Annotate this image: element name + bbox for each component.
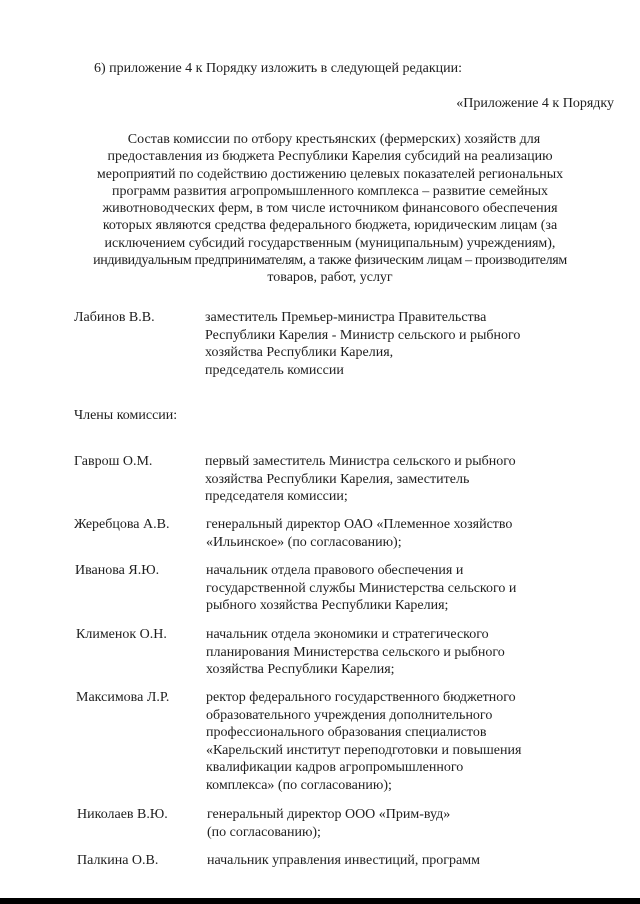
scan-edge <box>0 898 640 904</box>
member-position: заместитель Премьер-министра Правительства Республики Карелия - Министр сельского и рыбного хозяйства Республики Карелия, председатель комиссии <box>205 310 521 378</box>
member-name: Лабинов В.В. <box>74 310 155 325</box>
member-position: генеральный директор ОАО «Племенное хозяйство «Ильинское» (по согласованию); <box>206 517 513 550</box>
member-name: Палкина О.В. <box>77 853 159 868</box>
title-line: которых являются средства федерального бюджета, юридическим лицам (за <box>102 218 558 234</box>
document-title <box>60 131 600 287</box>
member-position: начальник отдела экономики и стратегического планирования Министерства сельского и рыбного хозяйства Республики Карелия; <box>206 627 505 677</box>
member-name: Клименок О.Н. <box>76 627 167 642</box>
member-name: Иванова Я.Ю. <box>75 563 160 578</box>
member-name: Гаврош О.М. <box>74 454 153 469</box>
member-position: начальник отдела правового обеспечения и государственной службы Министерства сельского и рыбного хозяйства Республики Карелия; <box>206 563 517 613</box>
title-line: мероприятий по содействию достижению целевых показателей региональных <box>96 166 564 182</box>
member-position: первый заместитель Министра сельского и рыбного хозяйства Республики Карелия, заместитель председателя комиссии; <box>205 454 516 504</box>
member-name: Николаев В.Ю. <box>77 807 168 822</box>
member-position: начальник управления инвестиций, программ <box>207 853 480 868</box>
title-line: исключением субсидий государственным (муниципальным) учреждениям), <box>104 235 556 251</box>
title-line: животноводческих ферм, в том числе источником финансового обеспечения <box>102 201 558 217</box>
title-line: индивидуальным предпринимателям, а также физическим лицам – производителям <box>93 253 567 269</box>
title-line: Состав комиссии по отбору крестьянских (фермерских) хозяйств для <box>127 132 541 147</box>
title-line: программ развития агропромышленного комплекса – развитие семейных <box>111 183 549 199</box>
member-name: Максимова Л.Р. <box>76 690 170 705</box>
member-name: Жеребцова А.В. <box>74 517 170 532</box>
members-label: Члены комиссии: <box>74 408 178 423</box>
member-position: генеральный директор ООО «Прим-вуд» (по согласованию); <box>207 807 451 840</box>
intro-paragraph: 6) приложение 4 к Порядку изложить в следующей редакции: <box>94 61 463 76</box>
appendix-reference: «Приложение 4 к Порядку <box>456 96 614 111</box>
title-line: товаров, работ, услуг <box>267 270 393 286</box>
title-line: предоставления из бюджета Республики Карелия субсидий на реализацию <box>107 149 553 165</box>
member-position: ректор федерального государственного бюджетного образовательного учреждения дополнительного профессионального образования специалистов «Карельский институт переподготовки и повышения квалификации кадров агропромышленного комплекса» (по согласованию); <box>206 690 522 793</box>
